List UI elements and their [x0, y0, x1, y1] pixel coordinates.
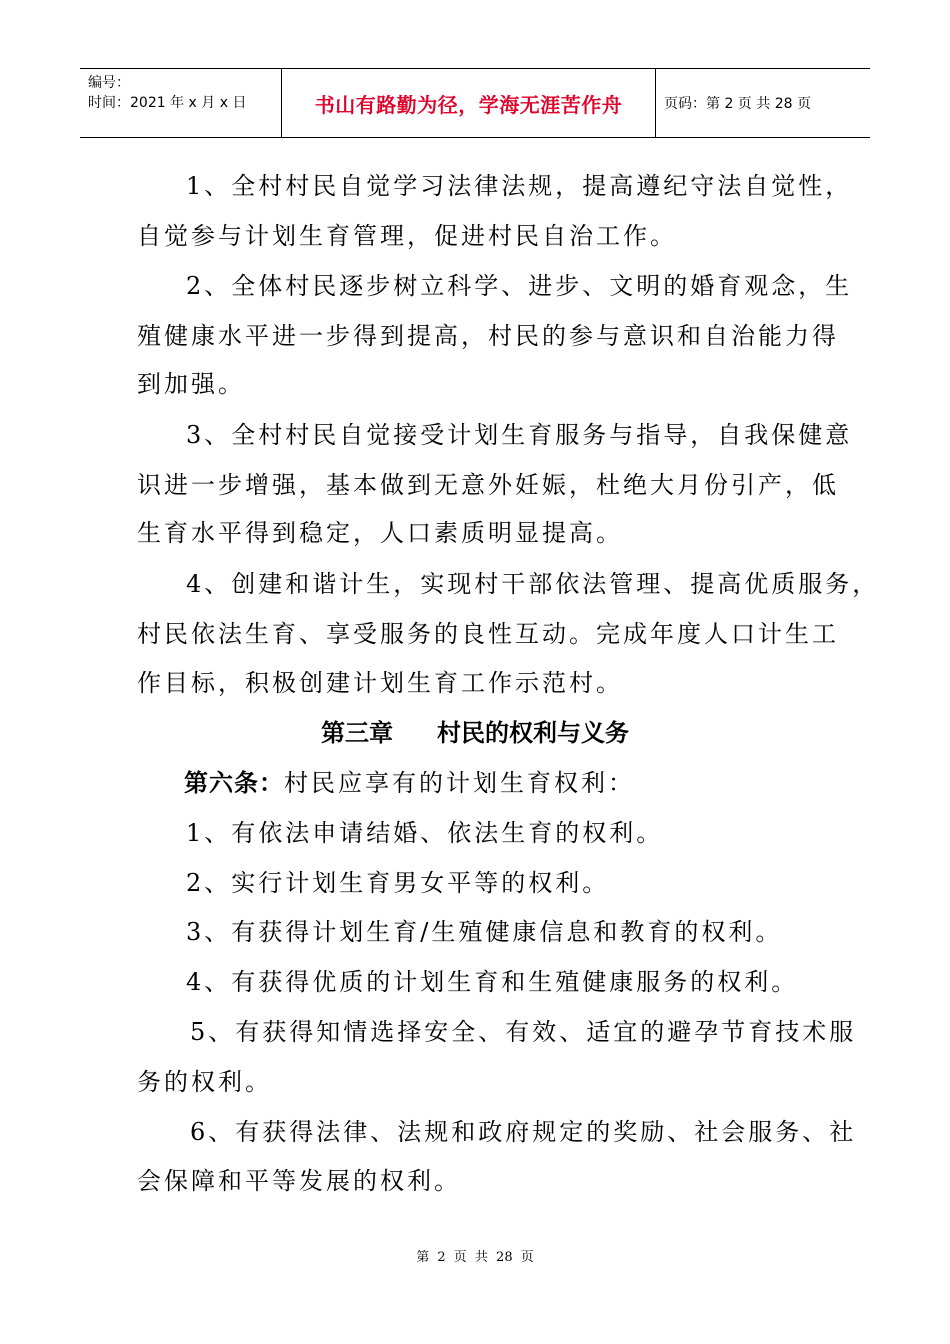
- document-number-label: 编号：: [88, 75, 130, 91]
- chapter-heading: [0, 718, 950, 748]
- paragraph-4-line-3: 作目标，积极创建计划生育工作示范村。: [137, 669, 623, 697]
- header-motto: 书山有路勤为径，学海无涯苦作舟: [314, 92, 623, 117]
- document-time-label: 时间：2021 年 x 月 x 日: [88, 95, 247, 111]
- header-page-code: 页码：第 2 页 共 28 页: [664, 96, 811, 112]
- chapter-title: 村民的权利与义务: [437, 719, 629, 747]
- paragraph-3-line-2: 识进一步增强，基本做到无意外妊娠，杜绝大月份引产，低: [137, 471, 839, 499]
- right-item-1: 1、有依法申请结婚、依法生育的权利。: [186, 819, 664, 847]
- paragraph-3-line-1: 3、全村村民自觉接受计划生育服务与指导，自我保健意: [186, 421, 853, 449]
- paragraph-4-line-1: 4、创建和谐计生，实现村干部依法管理、提高优质服务，: [186, 570, 880, 598]
- right-item-4: 4、有获得优质的计划生育和生殖健康服务的权利。: [186, 968, 799, 996]
- paragraph-2-line-2: 殖健康水平进一步得到提高，村民的参与意识和自治能力得: [137, 322, 839, 350]
- right-item-3: 3、有获得计划生育/生殖健康信息和教育的权利。: [186, 918, 783, 946]
- article-6: [184, 768, 635, 798]
- right-item-6-line-2: 会保障和平等发展的权利。: [137, 1167, 461, 1195]
- header-motto-cell: [282, 69, 656, 137]
- right-item-6-line-1: 6、有获得法律、法规和政府规定的奖励、社会服务、社: [190, 1118, 857, 1146]
- chapter-number: 第三章: [321, 719, 393, 747]
- right-item-5-line-1: 5、有获得知情选择安全、有效、适宜的避孕节育技术服: [190, 1018, 857, 1046]
- paragraph-2-line-1: 2、全体村民逐步树立科学、进步、文明的婚育观念，生: [186, 272, 853, 300]
- paragraph-1-line-2: 自觉参与计划生育管理，促进村民自治工作。: [137, 222, 677, 250]
- header-meta: [80, 69, 282, 137]
- paragraph-4-line-2: 村民依法生育、享受服务的良性互动。完成年度人口计生工: [137, 620, 839, 648]
- paragraph-2-line-3: 到加强。: [137, 370, 245, 398]
- paragraph-3-line-3: 生育水平得到稳定，人口素质明显提高。: [137, 519, 623, 547]
- article-6-lead: 第六条：: [184, 769, 284, 797]
- paragraph-1-line-1: 1、全村村民自觉学习法律法规，提高遵纪守法自觉性，: [186, 172, 853, 200]
- page-header: [80, 68, 870, 138]
- right-item-5-line-2: 务的权利。: [137, 1068, 272, 1096]
- article-6-text: 村民应享有的计划生育权利：: [284, 769, 635, 797]
- right-item-2: 2、实行计划生育男女平等的权利。: [186, 869, 610, 897]
- page-footer: 第 2 页 共 28 页: [416, 1250, 534, 1265]
